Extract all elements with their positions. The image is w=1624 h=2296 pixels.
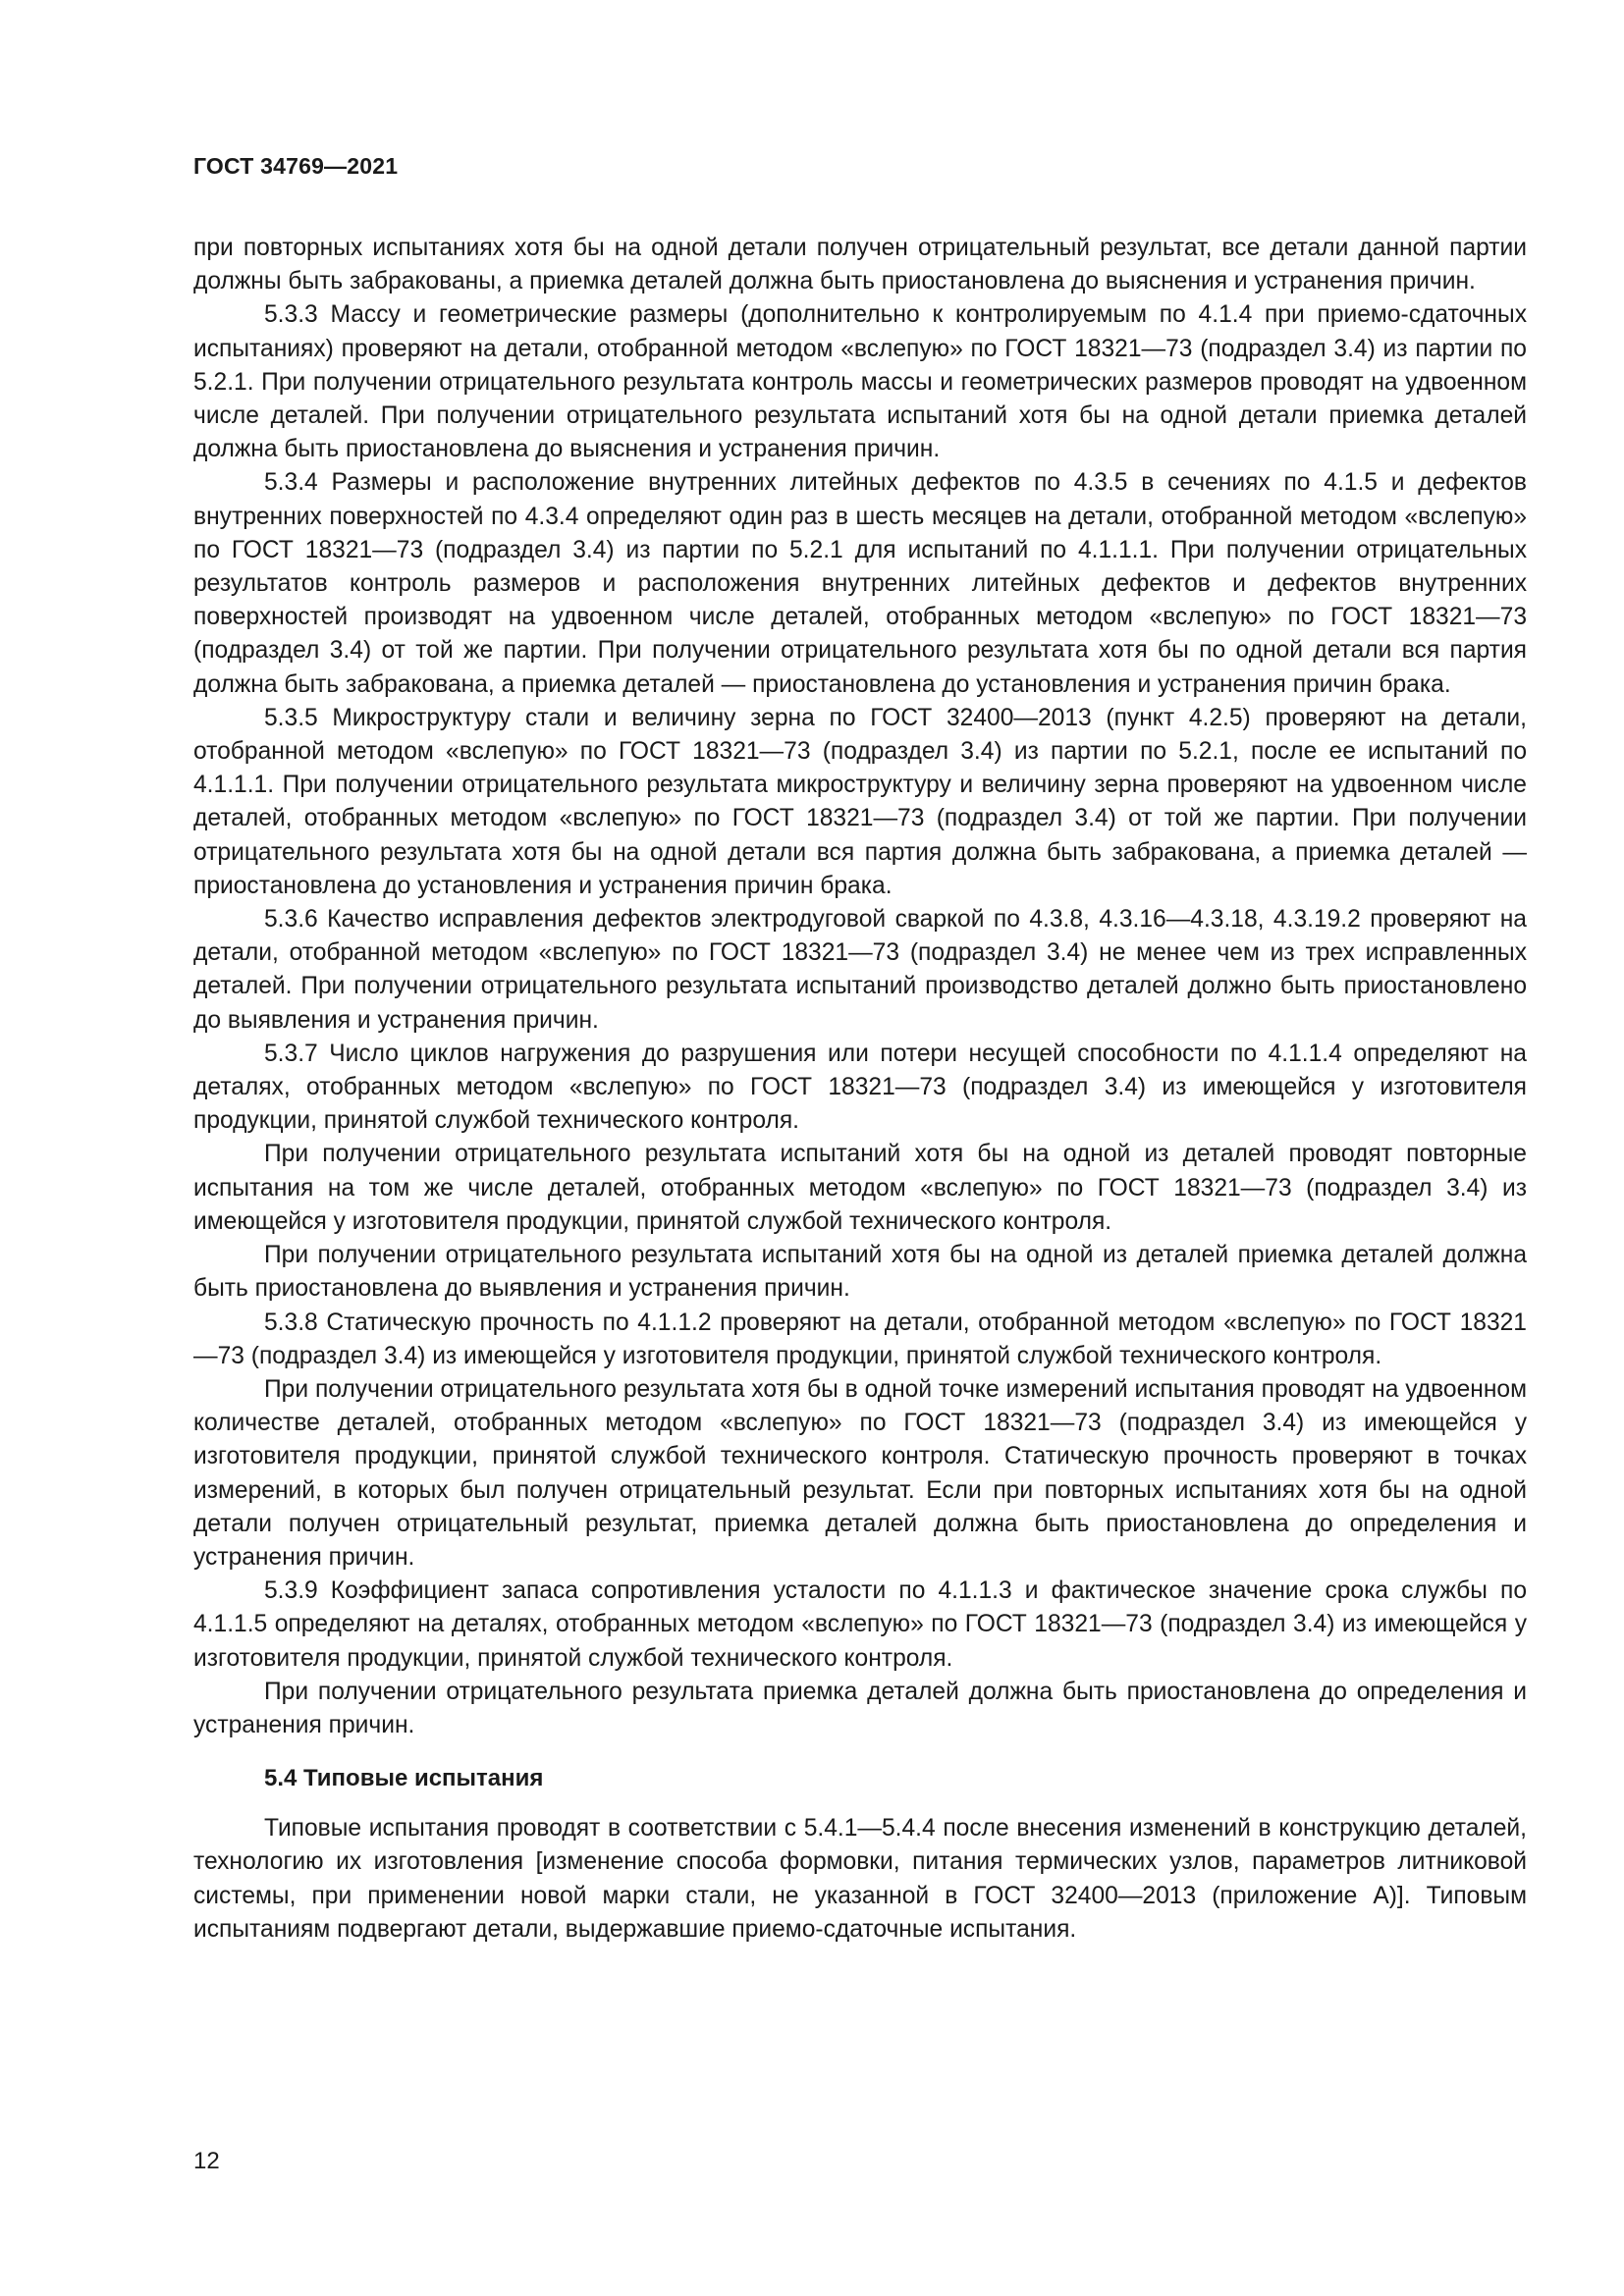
- paragraph-5-3-7-retest: При получении отрицательного результата испытаний хотя бы на одной из деталей проводят повторные испытания на том же числе деталей, отобранных методом «вслепую» по ГОСТ 18321—73 (подраздел 3.4) из имеющейся у изготовителя продукции, принятой службой технического контроля.: [193, 1141, 1527, 1235]
- paragraph-5-3-9: 5.3.9 Коэффициент запаса сопротивления усталости по 4.1.1.3 и фактическое значение срока службы по 4.1.1.5 определяют на деталях, отобранных методом «вслепую» по ГОСТ 18321—73 (подраздел 3.4) из имеющейся у изготовителя продукции, принятой службой технического контроля.: [193, 1577, 1527, 1672]
- paragraph-continuation: при повторных испытаниях хотя бы на одной детали получен отрицательный результат, все детали данной партии должны быть забракованы, а приемка деталей должна быть приостановлена до выяснения и устранения причин.: [193, 235, 1527, 295]
- paragraph-5-4-intro: Типовые испытания проводят в соответствии с 5.4.1—5.4.4 после внесения изменений в конструкцию деталей, технологию их изготовления [изменение способа формовки, питания термических узлов, параметров литниковой системы, при применении новой марки стали, не указанной в ГОСТ 32400—2013 (приложение А)]. Типовым испытаниям подвергают детали, выдержавшие приемо-сдаточные испытания.: [193, 1815, 1527, 1943]
- paragraph-5-3-7: 5.3.7 Число циклов нагружения до разрушения или потери несущей способности по 4.1.1.4 определяют на деталях, отобранных методом «вслепую» по ГОСТ 18321—73 (подраздел 3.4) из имеющейся у изготовителя продукции, принятой службой технического контроля.: [193, 1040, 1527, 1135]
- paragraph-5-3-7-halt: При получении отрицательного результата испытаний хотя бы на одной из деталей приемка деталей должна быть приостановлена до выявления и устранения причин.: [193, 1242, 1527, 1303]
- section-heading-5-4: 5.4 Типовые испытания: [264, 1765, 544, 1792]
- paragraph-5-3-3: 5.3.3 Массу и геометрические размеры (дополнительно к контролируемым по 4.1.4 при приемо-сдаточных испытаниях) проверяют на детали, отобранной методом «вслепую» по ГОСТ 18321—73 (подраздел 3.4) из партии по 5.2.1. При получении отрицательного результата контроль массы и геометрических размеров проводят на удвоенном числе деталей. При получении отрицательного результата испытаний хотя бы на одной детали приемка деталей должна быть приостановлена до выяснения и устранения причин.: [193, 301, 1527, 463]
- paragraph-5-3-8: 5.3.8 Статическую прочность по 4.1.1.2 проверяют на детали, отобранной методом «вслепую» по ГОСТ 18321—73 (подраздел 3.4) из имеющейся у изготовителя продукции, принятой службой технического контроля.: [193, 1308, 1527, 1369]
- paragraph-5-3-5: 5.3.5 Микроструктуру стали и величину зерна по ГОСТ 32400—2013 (пункт 4.2.5) проверяют на детали, отобранной методом «вслепую» по ГОСТ 18321—73 (подраздел 3.4) из партии по 5.2.1, после ее испытаний по 4.1.1.1. При получении отрицательного результата микроструктуру и величину зерна проверяют на удвоенном числе деталей, отобранных методом «вслепую» по ГОСТ 18321—73 (подраздел 3.4) от той же партии. При получении отрицательного результата хотя бы на одной детали вся партия должна быть забракована, а приемка деталей — приостановлена до установления и устранения причин брака.: [193, 704, 1527, 899]
- document-body: [193, 232, 1527, 1947]
- page-number: 12: [193, 2148, 220, 2174]
- paragraph-5-3-8-retest: При получении отрицательного результата хотя бы в одной точке измерений испытания проводят на удвоенном количестве деталей, отобранных методом «вслепую» по ГОСТ 18321—73 (подраздел 3.4) из имеющейся у изготовителя продукции, принятой службой технического контроля. Статическую прочность проверяют в точках измерений, в которых был получен отрицательный результат. Если при повторных испытаниях хотя бы на одной детали получен отрицательный результат, приемка деталей должна быть приостановлена до определения и устранения причин.: [193, 1375, 1527, 1571]
- paragraph-5-3-4: 5.3.4 Размеры и расположение внутренних литейных дефектов по 4.3.5 в сечениях по 4.1.5 и дефектов внутренних поверхностей по 4.3.4 определяют один раз в шесть месяцев на детали, отобранной методом «вслепую» по ГОСТ 18321—73 (подраздел 3.4) из партии по 5.2.1 для испытаний по 4.1.1.1. При получении отрицательных результатов контроль размеров и расположения внутренних литейных дефектов и дефектов внутренних поверхностей производят на удвоенном числе деталей, отобранных методом «вслепую» по ГОСТ 18321—73 (подраздел 3.4) от той же партии. При получении отрицательного результата хотя бы по одной детали вся партия должна быть забракована, а приемка деталей — приостановлена до установления и устранения причин брака.: [193, 469, 1527, 698]
- paragraph-5-3-9-halt: При получении отрицательного результата приемка деталей должна быть приостановлена до определения и устранения причин.: [193, 1678, 1527, 1738]
- paragraph-5-3-6: 5.3.6 Качество исправления дефектов электродуговой сваркой по 4.3.8, 4.3.16—4.3.18, 4.3.19.2 проверяют на детали, отобранной методом «вслепую» по ГОСТ 18321—73 (подраздел 3.4) не менее чем из трех исправленных деталей. При получении отрицательного результата испытаний производство деталей должно быть приостановлено до выявления и устранения причин.: [193, 906, 1527, 1034]
- document-code-header: ГОСТ 34769—2021: [193, 153, 399, 179]
